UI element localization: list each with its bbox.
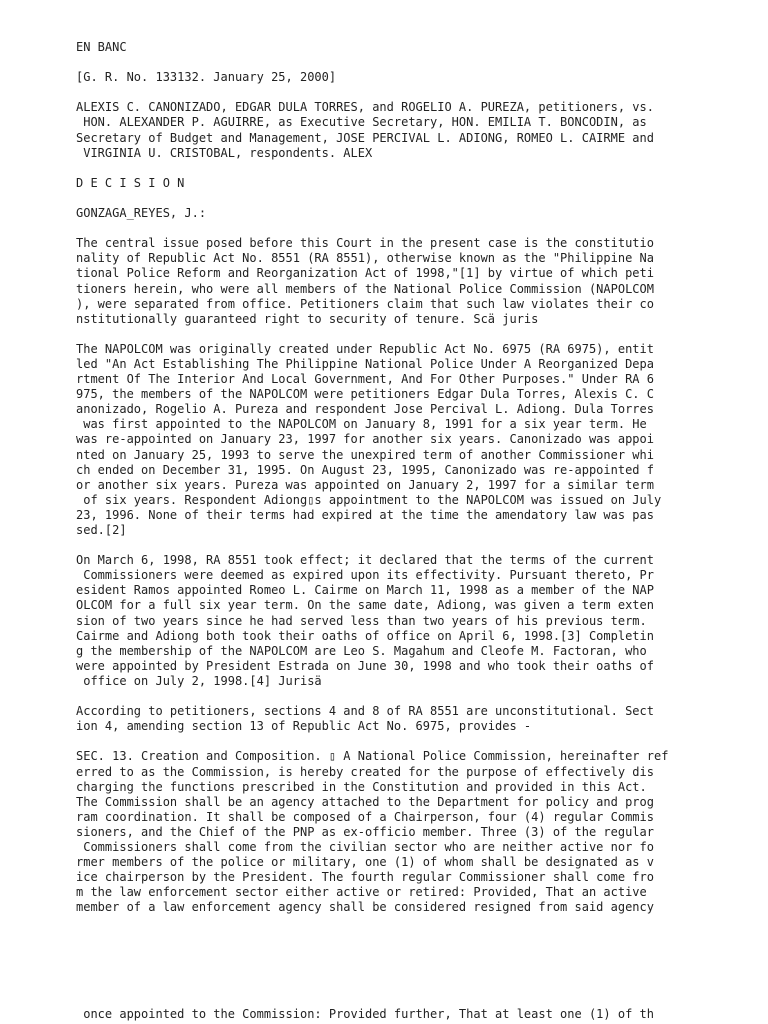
text-line: The central issue posed before this Court in the present case is the constitutio: [76, 236, 654, 251]
text-line: Commissioners shall come from the civilian sector who are neither active nor fo: [76, 839, 654, 854]
decision-heading: D E C I S I O N: [76, 175, 185, 190]
caption-line: ALEXIS C. CANONIZADO, EDGAR DULA TORRES, and ROGELIO A. PUREZA, petitioners, vs.: [76, 100, 654, 115]
text-line: nstitutionally guaranteed right to security of tenure. Scä juris: [76, 311, 539, 326]
text-line: According to petitioners, sections 4 and 8 of RA 8551 are unconstitutional. Sect: [76, 704, 654, 719]
case-number: [G. R. No. 133132. January 25, 2000]: [76, 70, 337, 85]
text-line: member of a law enforcement agency shall be considered resigned from said agency: [76, 900, 654, 915]
text-line: 975, the members of the NAPOLCOM were petitioners Edgar Dula Torres, Alexis C. C: [76, 387, 654, 402]
text-line: sion of two years since he had served less than two years of his previous term.: [76, 613, 647, 628]
case-caption: [76, 100, 716, 160]
text-line: 23, 1996. None of their terms had expired at the time the amendatory law was pas: [76, 507, 654, 522]
text-line: SEC. 13. Creation and Composition. ▯ A National Police Commission, hereinafter ref: [76, 749, 669, 764]
court-division: EN BANC: [76, 40, 127, 54]
text-line: sioners, and the Chief of the PNP as ex-officio member. Three (3) of the regular: [76, 824, 654, 839]
text-line: nality of Republic Act No. 8551 (RA 8551), otherwise known as the "Philippine Na: [76, 251, 654, 266]
text-line: g the membership of the NAPOLCOM are Leo S. Magahum and Cleofe M. Factoran, who: [76, 643, 647, 658]
text-line: were appointed by President Estrada on June 30, 1998 and who took their oaths of: [76, 658, 654, 673]
text-line: once appointed to the Commission: Provided further, That at least one (1) of th: [76, 1007, 654, 1021]
ponente: GONZAGA_REYES, J.:: [76, 206, 207, 221]
text-line: nted on January 25, 1993 to serve the unexpired term of another Commissioner whi: [76, 447, 654, 462]
paragraph: [76, 236, 716, 327]
text-line: ), were separated from office. Petitioners claim that such law violates their co: [76, 296, 654, 311]
text-line: Cairme and Adiong both took their oaths of office on April 6, 1998.[3] Completin: [76, 628, 654, 643]
text-line: m the law enforcement sector either active or retired: Provided, That an active: [76, 885, 647, 900]
text-line: rtment Of The Interior And Local Government, And For Other Purposes." Under RA 6: [76, 372, 654, 387]
text-line: The Commission shall be an agency attached to the Department for policy and prog: [76, 794, 654, 809]
text-line: ram coordination. It shall be composed of a Chairperson, four (4) regular Commis: [76, 809, 654, 824]
text-line: tioners herein, who were all members of the National Police Commission (NAPOLCOM: [76, 281, 654, 296]
caption-line: VIRGINIA U. CRISTOBAL, respondents. ALEX: [76, 145, 373, 160]
text-line: sed.[2]: [76, 523, 127, 537]
text-line: office on July 2, 1998.[4] Jurisä: [76, 673, 322, 688]
quoted-statute: [76, 749, 716, 915]
text-line: of six years. Respondent Adiong▯s appointment to the NAPOLCOM was issued on July: [76, 492, 662, 507]
paragraph: [76, 342, 716, 538]
text-line: rmer members of the police or military, one (1) of whom shall be designated as v: [76, 855, 654, 870]
text-line: The NAPOLCOM was originally created under Republic Act No. 6975 (RA 6975), entit: [76, 341, 654, 356]
text-line: esident Ramos appointed Romeo L. Cairme on March 11, 1998 as a member of the NAP: [76, 583, 654, 598]
text-line: On March 6, 1998, RA 8551 took effect; it declared that the terms of the current: [76, 553, 654, 568]
caption-line: HON. ALEXANDER P. AGUIRRE, as Executive Secretary, HON. EMILIA T. BONCODIN, as: [76, 115, 647, 130]
text-line: ice chairperson by the President. The fourth regular Commissioner shall come fro: [76, 870, 654, 885]
text-line: ion 4, amending section 13 of Republic Act No. 6975, provides -: [76, 719, 532, 734]
text-line: tional Police Reform and Reorganization Act of 1998,"[1] by virtue of which peti: [76, 266, 654, 281]
text-line: was re-appointed on January 23, 1997 for another six years. Canonizado was appoi: [76, 432, 654, 447]
paragraph: [76, 553, 716, 689]
text-line: OLCOM for a full six year term. On the same date, Adiong, was given a term exten: [76, 598, 654, 613]
text-line: or another six years. Pureza was appointed on January 2, 1997 for a similar term: [76, 477, 654, 492]
text-line: was first appointed to the NAPOLCOM on January 8, 1991 for a six year term. He: [76, 417, 647, 432]
document-body: [76, 40, 716, 931]
text-line: charging the functions prescribed in the Constitution and provided in this Act.: [76, 779, 647, 794]
text-line: erred to as the Commission, is hereby created for the purpose of effectively dis: [76, 764, 654, 779]
caption-line: Secretary of Budget and Management, JOSE PERCIVAL L. ADIONG, ROMEO L. CAIRME and: [76, 130, 654, 145]
text-line: led "An Act Establishing The Philippine National Police Under A Reorganized Depa: [76, 356, 654, 371]
text-line: Commissioners were deemed as expired upon its effectivity. Pursuant thereto, Pr: [76, 568, 654, 583]
text-line: ch ended on December 31, 1995. On August 23, 1995, Canonizado was re-appointed f: [76, 462, 654, 477]
continued-text: [76, 1007, 716, 1022]
paragraph: [76, 704, 716, 734]
text-line: anonizado, Rogelio A. Pureza and respondent Jose Percival L. Adiong. Dula Torres: [76, 402, 654, 417]
